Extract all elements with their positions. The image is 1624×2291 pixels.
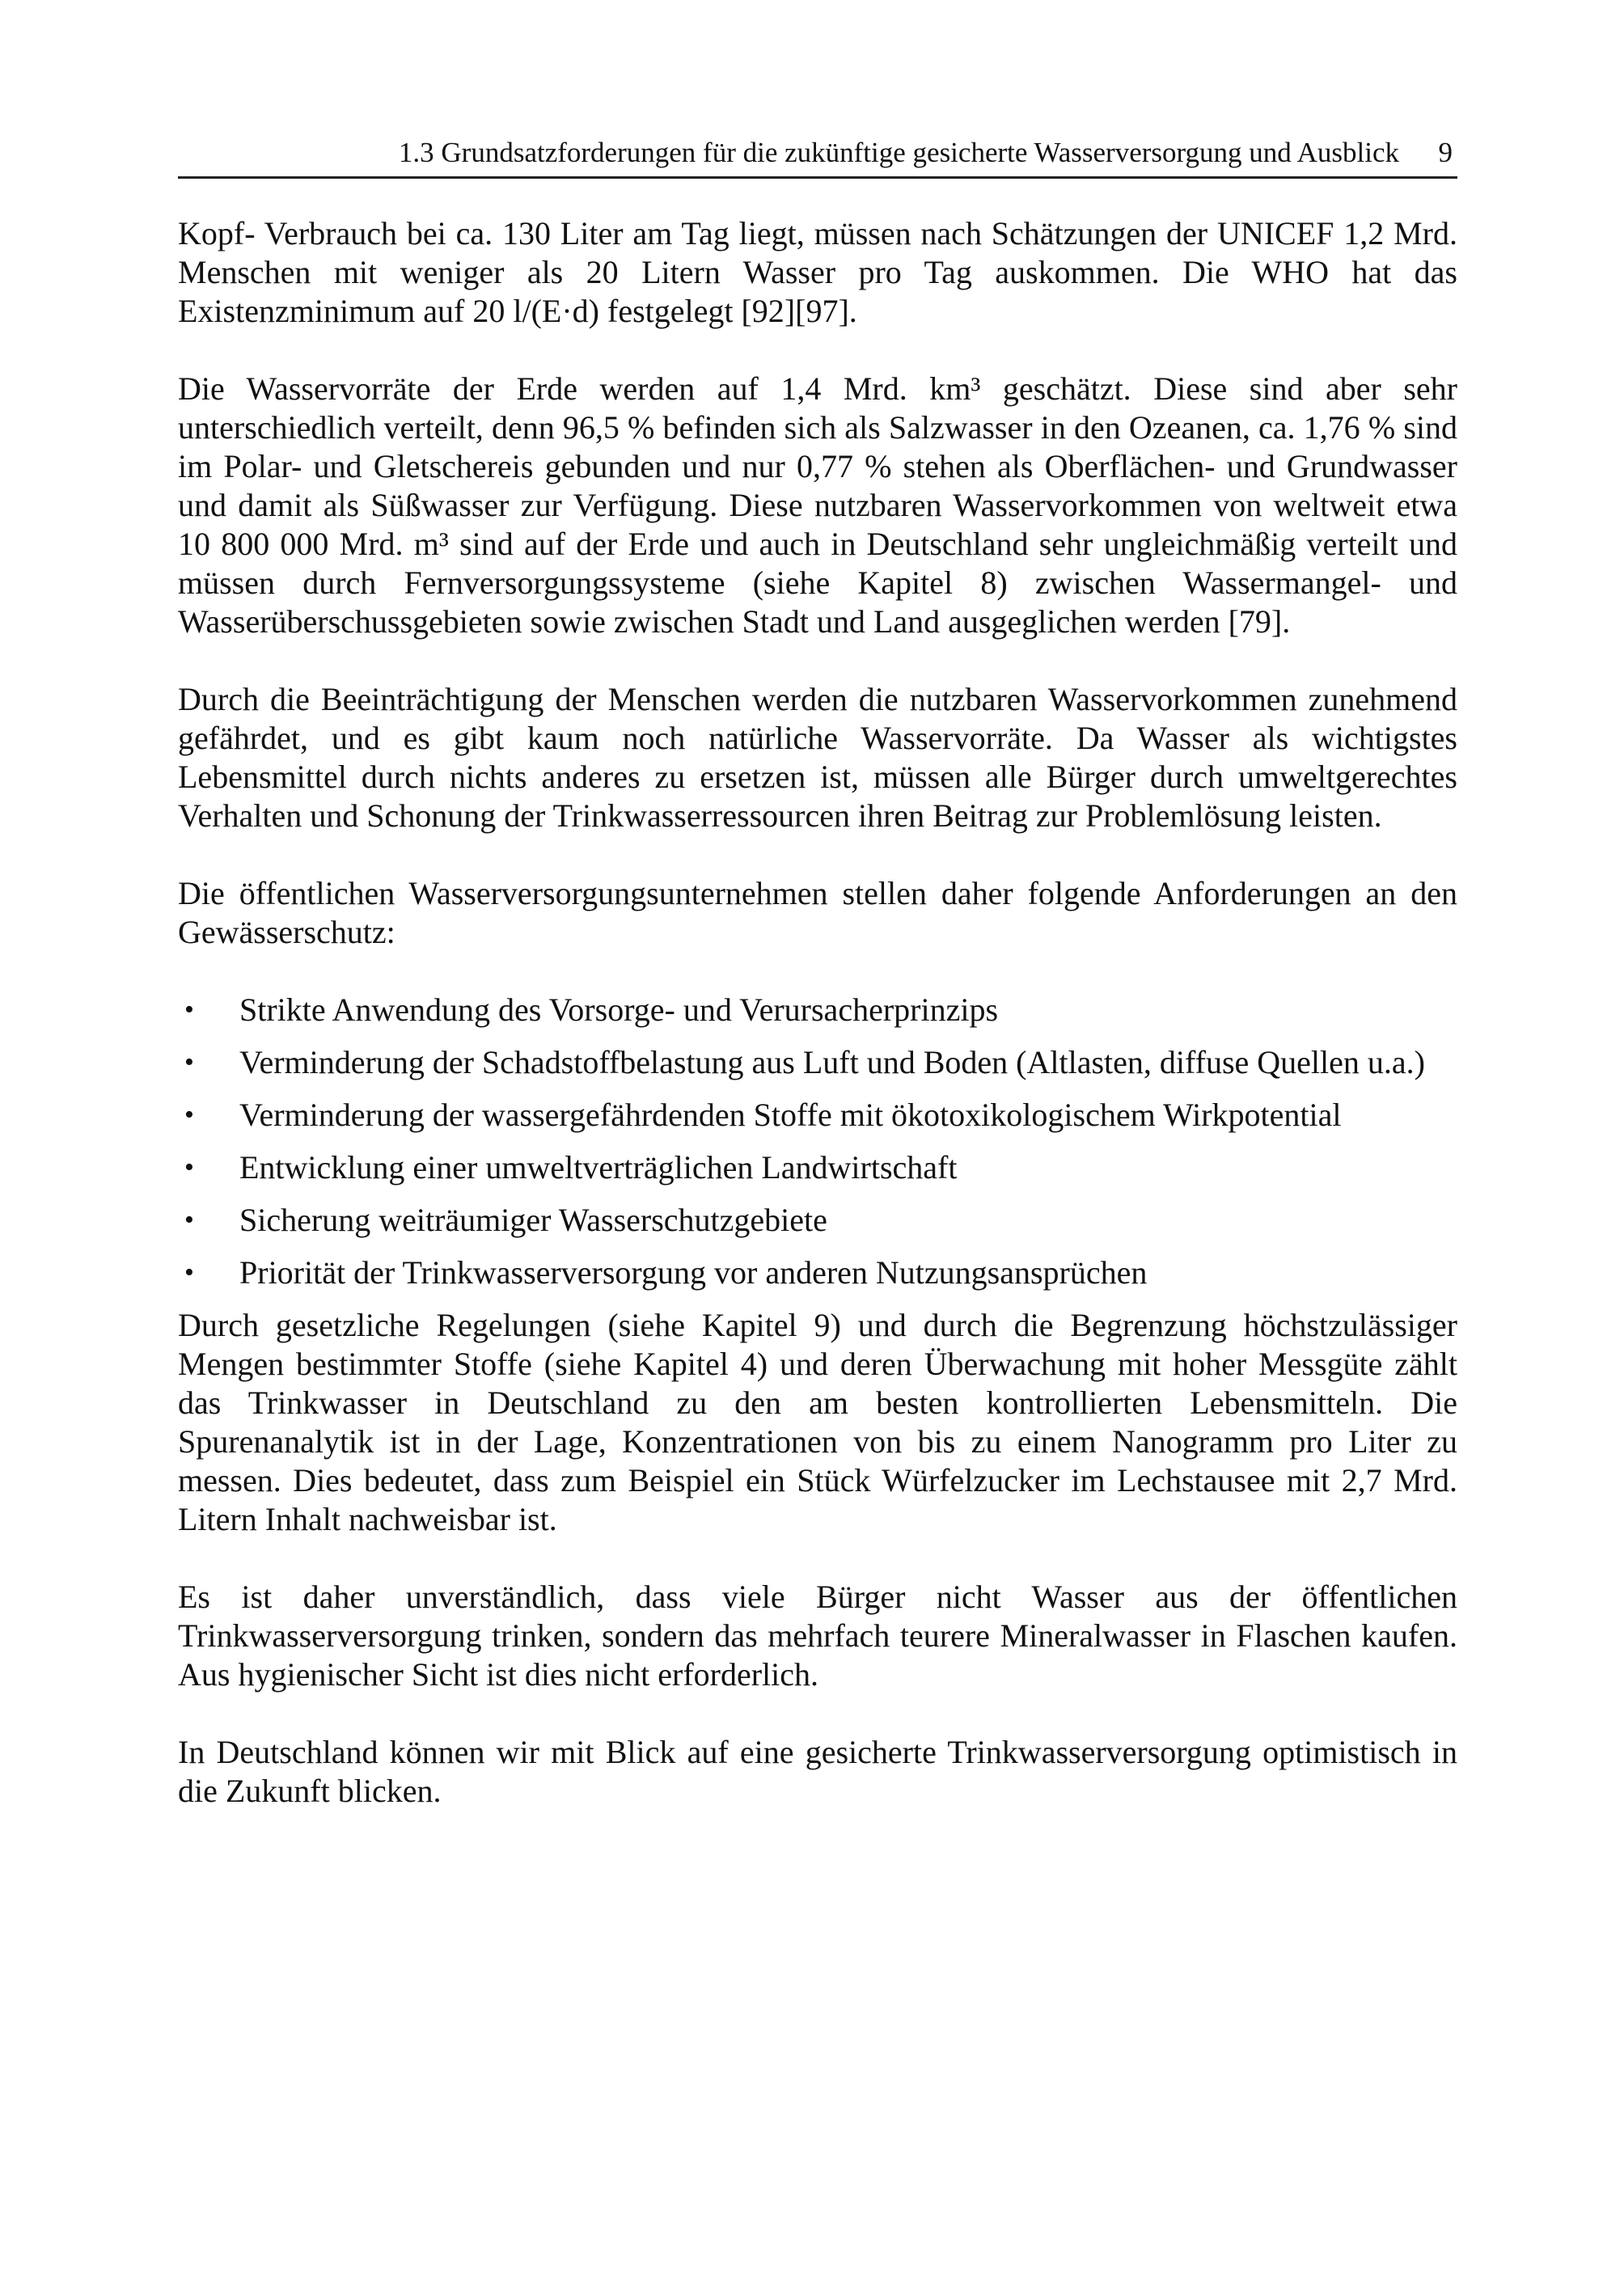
document-page xyxy=(178,129,1457,1849)
paragraph-regulations: Durch gesetzliche Regelungen (siehe Kapitel 9) und durch die Begrenzung höchstzulässiger Mengen bestimmter Stoffe (siehe Kapitel 4) und deren Überwachung mit hoher Messgüte zählt das Trinkwasser in Deutschland zu den am besten kontrollierten Lebensmitteln. Die Spurenanalytik ist in der Lage, Konzentrationen von bis zu einem Nanogramm pro Liter zu messen. Dies bedeutet, dass zum Beispiel ein Stück Würfelzucker im Lechstausee mit 2,7 Mrd. Litern Inhalt nachweisbar ist. xyxy=(178,1307,1457,1537)
body-text xyxy=(178,214,1457,1811)
paragraph-impairment: Durch die Beeinträchtigung der Menschen werden die nutzbaren Wasservorkommen zunehmend gefährdet, und es gibt kaum noch natürliche Wasservorräte. Da Wasser als wichtigstes Lebensmittel durch nichts anderes zu ersetzen ist, müssen alle Bürger durch umweltgerechtes Verhalten und Schonung der Trinkwasserressourcen ihren Beitrag zur Problemlösung leisten. xyxy=(178,681,1457,834)
bullet-icon: • xyxy=(184,1258,194,1287)
paragraph-mineral-water: Es ist daher unverständlich, dass viele Bürger nicht Wasser aus der öffentlichen Trinkwasserversorgung trinken, sondern das mehrfach teurere Mineralwasser in Flaschen kaufen. Aus hygienischer Sicht ist dies nicht erforderlich. xyxy=(178,1579,1457,1693)
list-item xyxy=(178,1201,1457,1240)
paragraph-water-reserves: Die Wasservorräte der Erde werden auf 1,4 Mrd. km³ geschätzt. Diese sind aber sehr unterschiedlich verteilt, denn 96,5 % befinden sich als Salzwasser in den Ozeanen, ca. 1,76 % sind im Polar- und Gletschereis gebunden und nur 0,77 % stehen als Oberflächen- und Grundwasser und damit als Süßwasser zur Verfügung. Diese nutzbaren Wasservorkommen von weltweit etwa 10 800 000 Mrd. m³ sind auf der Erde und auch in Deutschland sehr ungleichmäßig verteilt und müssen durch Fernversorgungssysteme (siehe Kapitel 8) zwischen Wassermangel- und Wasserüberschussgebieten sowie zwischen Stadt und Land ausgeglichen werden [79]. xyxy=(178,370,1457,640)
running-header xyxy=(178,129,1457,179)
bullet-icon: • xyxy=(184,1100,194,1130)
bullet-icon: • xyxy=(184,995,194,1025)
paragraph-outlook: In Deutschland können wir mit Blick auf eine gesicherte Trinkwasserversorgung optimistisch in die Zukunft blicken. xyxy=(178,1734,1457,1809)
list-item xyxy=(178,1148,1457,1187)
list-item-text: Strikte Anwendung des Vorsorge- und Verursacherprinzips xyxy=(239,991,999,1028)
list-item xyxy=(178,1096,1457,1135)
paragraph-requirements-intro: Die öffentlichen Wasserversorgungsunternehmen stellen daher folgende Anforderungen an den Gewässerschutz: xyxy=(178,875,1457,950)
bullet-icon: • xyxy=(184,1047,194,1077)
list-item xyxy=(178,1253,1457,1292)
paragraph-consumption: Kopf- Verbrauch bei ca. 130 Liter am Tag liegt, müssen nach Schätzungen der UNICEF 1,2 Mrd. Menschen mit weniger als 20 Litern Wasser pro Tag auskommen. Die WHO hat das Existenzminimum auf 20 l/(E·d) festgelegt [92][97]. xyxy=(178,215,1457,329)
bullet-icon: • xyxy=(184,1205,194,1235)
list-item-text: Priorität der Trinkwasserversorgung vor anderen Nutzungsansprüchen xyxy=(239,1254,1148,1291)
section-title: 1.3 Grundsatzforderungen für die zukünftige gesicherte Wasserversorgung und Ausblick xyxy=(398,137,1399,168)
requirements-list xyxy=(178,991,1457,1292)
page-number: 9 xyxy=(1438,137,1453,168)
bullet-icon: • xyxy=(184,1152,194,1182)
list-item xyxy=(178,1043,1457,1082)
list-item-text: Sicherung weiträumiger Wasserschutzgebiete xyxy=(239,1202,827,1238)
list-item-text: Verminderung der Schadstoffbelastung aus Luft und Boden (Altlasten, diffuse Quellen u.a.) xyxy=(239,1044,1425,1080)
list-item-text: Entwicklung einer umweltverträglichen Landwirtschaft xyxy=(239,1149,958,1186)
list-item-text: Verminderung der wassergefährdenden Stoffe mit ökotoxikologischem Wirkpotential xyxy=(239,1097,1342,1133)
list-item xyxy=(178,991,1457,1029)
